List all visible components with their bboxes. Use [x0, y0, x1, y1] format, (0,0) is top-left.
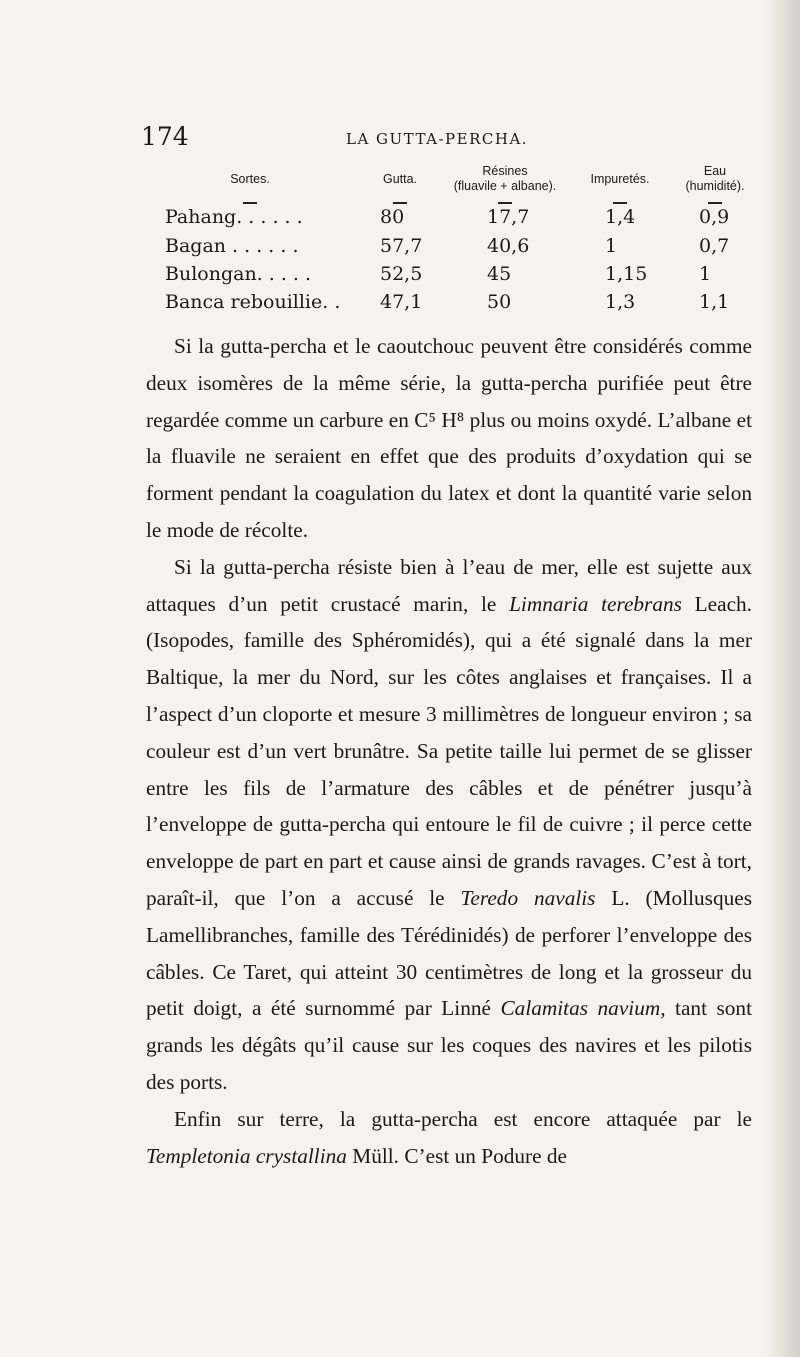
paragraph-text: Enfin sur terre, la gutta-percha est encore attaquée par le — [174, 1106, 752, 1131]
cell-impuretes: 1 — [605, 235, 618, 257]
cell-gutta: 80 — [380, 206, 405, 228]
cell-impuretes: 1,15 — [605, 263, 648, 285]
header-rule — [498, 202, 512, 204]
cell-eau: 0,7 — [699, 235, 730, 257]
table-row — [165, 291, 765, 321]
header-impuretes: Impuretés. — [590, 172, 650, 186]
cell-resines: 45 — [487, 263, 512, 285]
table-row — [165, 263, 765, 293]
header-rule — [393, 202, 407, 204]
header-eau-line1: Eau — [703, 164, 727, 178]
header-sorts: Sortes. — [230, 172, 270, 186]
species-name: Limnaria terebrans — [509, 591, 682, 616]
table-row — [165, 206, 765, 236]
page-edge-shadow — [766, 0, 800, 1357]
paragraph — [146, 1101, 752, 1175]
species-name: Calamitas navium, — [500, 996, 666, 1021]
cell-impuretes: 1,3 — [605, 291, 636, 313]
species-name: Templetonia crystallina — [146, 1143, 347, 1168]
paragraph-text: Leach. (Isopodes, famille des Sphéromidés), qui a été signalé dans la mer Baltique, la mer du Nord, sur les côtes anglaises et françaises. Il a l’aspect d’un cloporte et mesure 3 millimètres de longueur environ ; sa couleur est d’un vert brunâtre. Sa petite taille lui permet de se glisser entre les fils de l’armature des câbles et de pénétrer jusqu’à l’enveloppe de gutta-percha qui entoure le fil de cuivre ; il perce cette enveloppe de part en part et cause ainsi de grands ravages. C’est à tort, paraît-il, que l’on a accusé le — [146, 591, 752, 910]
header-resines — [435, 164, 575, 194]
cell-eau: 1 — [699, 263, 712, 285]
cell-sorte: Bulongan. . . . . — [165, 263, 312, 285]
cell-gutta: 57,7 — [380, 235, 423, 257]
cell-eau: 0,9 — [699, 206, 730, 228]
cell-resines: 50 — [487, 291, 512, 313]
header-rule — [708, 202, 722, 204]
header-resines-line1: Résines — [482, 164, 528, 178]
paragraph-text: tant sont grands les dégâts qu’il cause sur les coques des navires et les pilotis des ports. — [146, 996, 752, 1094]
cell-impuretes: 1,4 — [605, 206, 636, 228]
cell-sorte: Pahang. . . . . . — [165, 206, 303, 228]
running-title: LA GUTTA-PERCHA. — [346, 130, 529, 148]
cell-resines: 17,7 — [487, 206, 530, 228]
cell-gutta: 52,5 — [380, 263, 423, 285]
paragraph-text: Müll. C’est un Podure de — [346, 1143, 567, 1168]
paragraph-text: L. (Mollusques Lamellibranches, famille des Térédinidés) de perforer l’enveloppe des câbles. Ce Taret, qui atteint 30 centimètres de long et la grosseur du petit doigt, a été surnommé par Linné — [146, 885, 752, 1021]
cell-sorte: Bagan . . . . . . — [165, 235, 299, 257]
page-number: 174 — [141, 122, 189, 151]
paragraph-text: Si la gutta-percha et le caoutchouc peuvent être considérés comme deux isomères de la même série, la gutta-percha purifiée peut être regardée comme un carbure en C⁵ H⁸ plus ou moins oxydé. L’albane et la fluavile ne seraient en effet que des produits d’oxydation qui se forment pendant la coagulation du latex et dont la quantité varie selon le mode de récolte. — [146, 334, 752, 542]
header-eau-line2: (humidité). — [685, 179, 745, 193]
species-name: Teredo navalis — [460, 885, 596, 910]
body-text — [146, 328, 752, 1174]
header-resines-line2: (fluavile + albane). — [453, 179, 557, 193]
page-header — [141, 122, 761, 162]
cell-sorte: Banca rebouillie. . — [165, 291, 341, 313]
table-row — [165, 235, 765, 265]
cell-eau: 1,1 — [699, 291, 730, 313]
paragraph — [146, 549, 752, 1101]
cell-resines: 40,6 — [487, 235, 530, 257]
header-rule — [243, 202, 257, 204]
header-rule — [613, 202, 627, 204]
header-eau — [670, 164, 760, 194]
paragraph — [146, 328, 752, 549]
paragraph-text: Si la gutta-percha résiste bien à l’eau de mer, elle est sujette aux attaques d’un petit crustacé marin, le — [146, 554, 752, 616]
header-gutta: Gutta. — [382, 172, 418, 186]
cell-gutta: 47,1 — [380, 291, 423, 313]
